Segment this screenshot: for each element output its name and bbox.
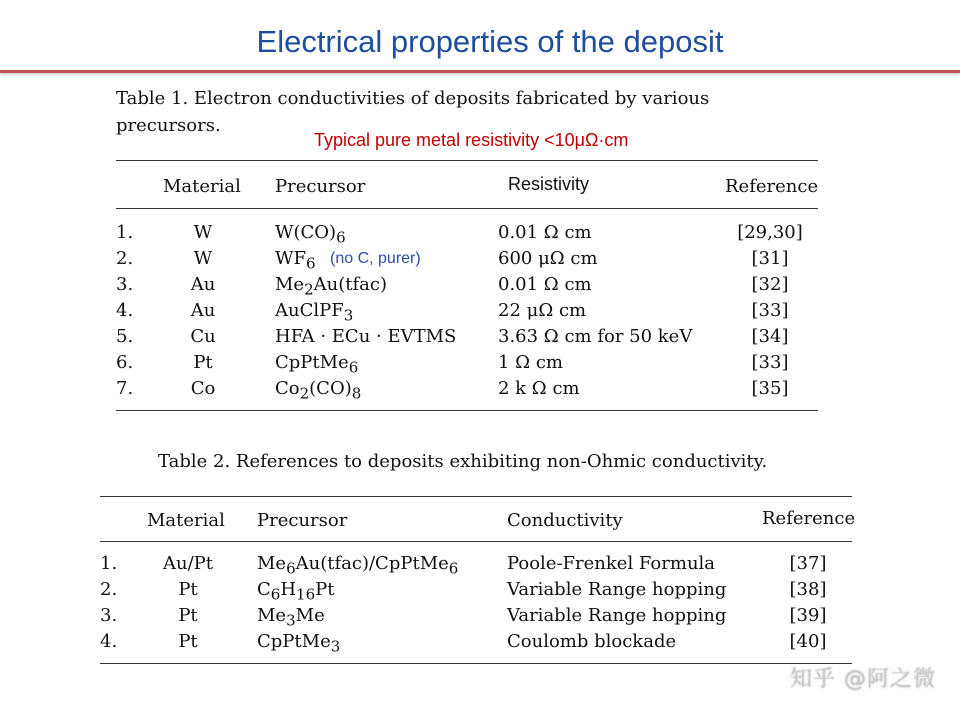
conductivity-cell: Variable Range hopping [507, 605, 727, 626]
row-number: 1. [116, 222, 134, 243]
title-divider [0, 70, 960, 73]
precursor-cell: AuClPF$_3$ [275, 300, 354, 325]
material-cell: Au [190, 274, 216, 295]
reference-cell: [37] [789, 553, 827, 574]
reference-cell: [39] [789, 605, 827, 626]
row-number: 7. [116, 378, 134, 399]
precursor-cell: HFA · ECu · EVTMS [275, 326, 457, 347]
row-number: 2. [116, 248, 134, 269]
table2-top-rule [100, 496, 852, 497]
precursor-cell: $Me_6Au(tfac)/CpPtMe_6$ [257, 553, 459, 578]
table1-top-rule [116, 160, 818, 161]
table2-header-reference: Reference [762, 508, 856, 529]
material-cell: Pt [193, 352, 213, 373]
resistivity-cell: 1 Ω cm [498, 352, 563, 373]
reference-cell: [34] [751, 326, 789, 347]
precursor-cell: $C_6H_{16}Pt$ [257, 579, 335, 604]
conductivity-cell: Coulomb blockade [507, 631, 677, 652]
slide-title: Electrical properties of the deposit [256, 24, 724, 59]
precursor-cell: $W(CO)_6$ [275, 222, 346, 247]
row-number: 2. [100, 579, 118, 600]
row-number: 4. [116, 300, 134, 321]
table1-caption-line2: precursors. [116, 115, 221, 136]
row-number: 1. [100, 553, 118, 574]
watermark: 知乎 @阿之微 [790, 667, 936, 692]
row-number: 5. [116, 326, 134, 347]
resistivity-cell: 0.01 Ω cm [498, 222, 592, 243]
resistivity-cell: 0.01 Ω cm [498, 274, 592, 295]
table2-header-rule [100, 541, 852, 542]
material-cell: Cu [190, 326, 216, 347]
precursor-cell: CpPtMe$_3$ [257, 631, 341, 656]
reference-cell: [29,30] [737, 222, 803, 243]
precursor-cell: $Me_3Me$ [257, 605, 325, 630]
row-number: 3. [116, 274, 134, 295]
table2-header-conductivity: Conductivity [507, 510, 623, 531]
material-cell: Pt [178, 605, 198, 626]
precursor-cell: $Me_2Au(tfac)$ [275, 274, 387, 299]
material-cell: Pt [178, 631, 198, 652]
reference-cell: [38] [789, 579, 827, 600]
table1-header-reference: Reference [725, 176, 819, 197]
table1-caption-line1: Table 1. Electron conductivities of deposits fabricated by various [116, 88, 710, 109]
precursor-cell: $WF_6$ [275, 248, 316, 273]
resistivity-cell: 3.63 Ω cm for 50 keV [498, 326, 693, 347]
resistivity-cell: 600 μΩ cm [498, 248, 598, 269]
precursor-cell: $Co_2(CO)_8$ [275, 378, 362, 403]
table2-bottom-rule [100, 663, 852, 664]
material-cell: Au/Pt [162, 553, 213, 574]
conductivity-cell: Poole-Frenkel Formula [507, 553, 716, 574]
row-number: 6. [116, 352, 134, 373]
resistivity-cell: 22 μΩ cm [498, 300, 587, 321]
table1-header-rule [116, 208, 818, 209]
resistivity-cell: 2 k Ω cm [498, 378, 580, 399]
purity-note: (no C, purer) [330, 250, 421, 267]
reference-cell: [35] [751, 378, 789, 399]
material-cell: W [193, 222, 213, 243]
precursor-cell: CpPtMe$_6$ [275, 352, 359, 377]
row-number: 4. [100, 631, 118, 652]
conductivity-cell: Variable Range hopping [507, 579, 727, 600]
table2-header-material: Material [147, 510, 225, 531]
row-number: 3. [100, 605, 118, 626]
pure-metal-resistivity-note: Typical pure metal resistivity <10μΩ·cm [314, 130, 629, 150]
table1-header-resistivity: Resistivity [508, 174, 590, 194]
reference-cell: [32] [751, 274, 789, 295]
material-cell: W [193, 248, 213, 269]
table1-header-material: Material [163, 176, 241, 197]
material-cell: Pt [178, 579, 198, 600]
material-cell: Au [190, 300, 216, 321]
table2-header-precursor: Precursor [257, 510, 348, 531]
reference-cell: [33] [751, 300, 789, 321]
reference-cell: [33] [751, 352, 789, 373]
reference-cell: [40] [789, 631, 827, 652]
table2-caption: Table 2. References to deposits exhibiting non-Ohmic conductivity. [158, 451, 768, 472]
table1-bottom-rule [116, 410, 818, 411]
material-cell: Co [190, 378, 216, 399]
table1-header-precursor: Precursor [275, 176, 366, 197]
reference-cell: [31] [751, 248, 789, 269]
